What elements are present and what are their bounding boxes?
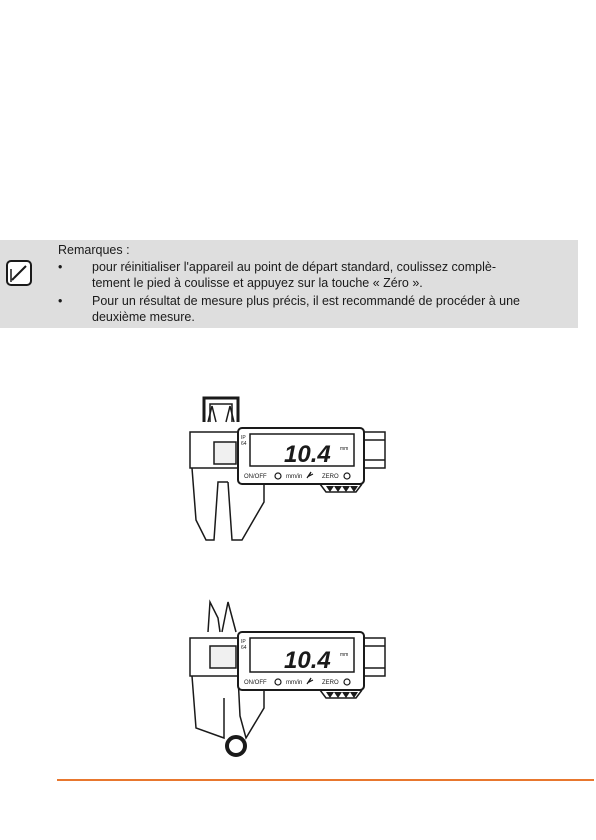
note-item — [58, 293, 528, 325]
note-item-text: Pour un résultat de mesure plus précis, il est recommandé de procéder à une deuxième mesure. — [92, 294, 521, 324]
note-item — [58, 259, 528, 291]
bullet: • — [58, 260, 63, 274]
note-list — [58, 259, 528, 327]
ip-code: 64 — [241, 645, 247, 651]
lcd-reading: 10.4 — [284, 441, 331, 468]
on-off-label: ON/OFF — [244, 680, 267, 686]
bullet: • — [58, 294, 63, 308]
note-title: Remarques : — [58, 243, 130, 257]
footer-rule — [57, 779, 594, 781]
zero-label: ZERO — [322, 474, 339, 480]
lcd-reading: 10.4 — [284, 647, 331, 674]
lcd-unit: mm — [340, 652, 349, 658]
ip-code: 64 — [241, 441, 247, 447]
note-pencil-icon — [4, 258, 34, 288]
lcd-unit: mm — [340, 446, 349, 452]
zero-label: ZERO — [322, 680, 339, 686]
mm-in-label: mm/in — [286, 474, 303, 480]
mm-in-label: mm/in — [286, 680, 303, 686]
ring-object — [227, 737, 245, 755]
ip-label: IP — [241, 639, 246, 645]
note-item-text: pour réinitialiser l'appareil au point de départ standard, coulissez complè-tement le pied à coulisse et appuyez sur la touche « Zéro ». — [92, 260, 496, 290]
caliper-figure-top — [180, 392, 390, 542]
on-off-label: ON/OFF — [244, 474, 267, 480]
caliper-figure-bottom — [180, 598, 390, 763]
ip-label: IP — [241, 435, 246, 441]
